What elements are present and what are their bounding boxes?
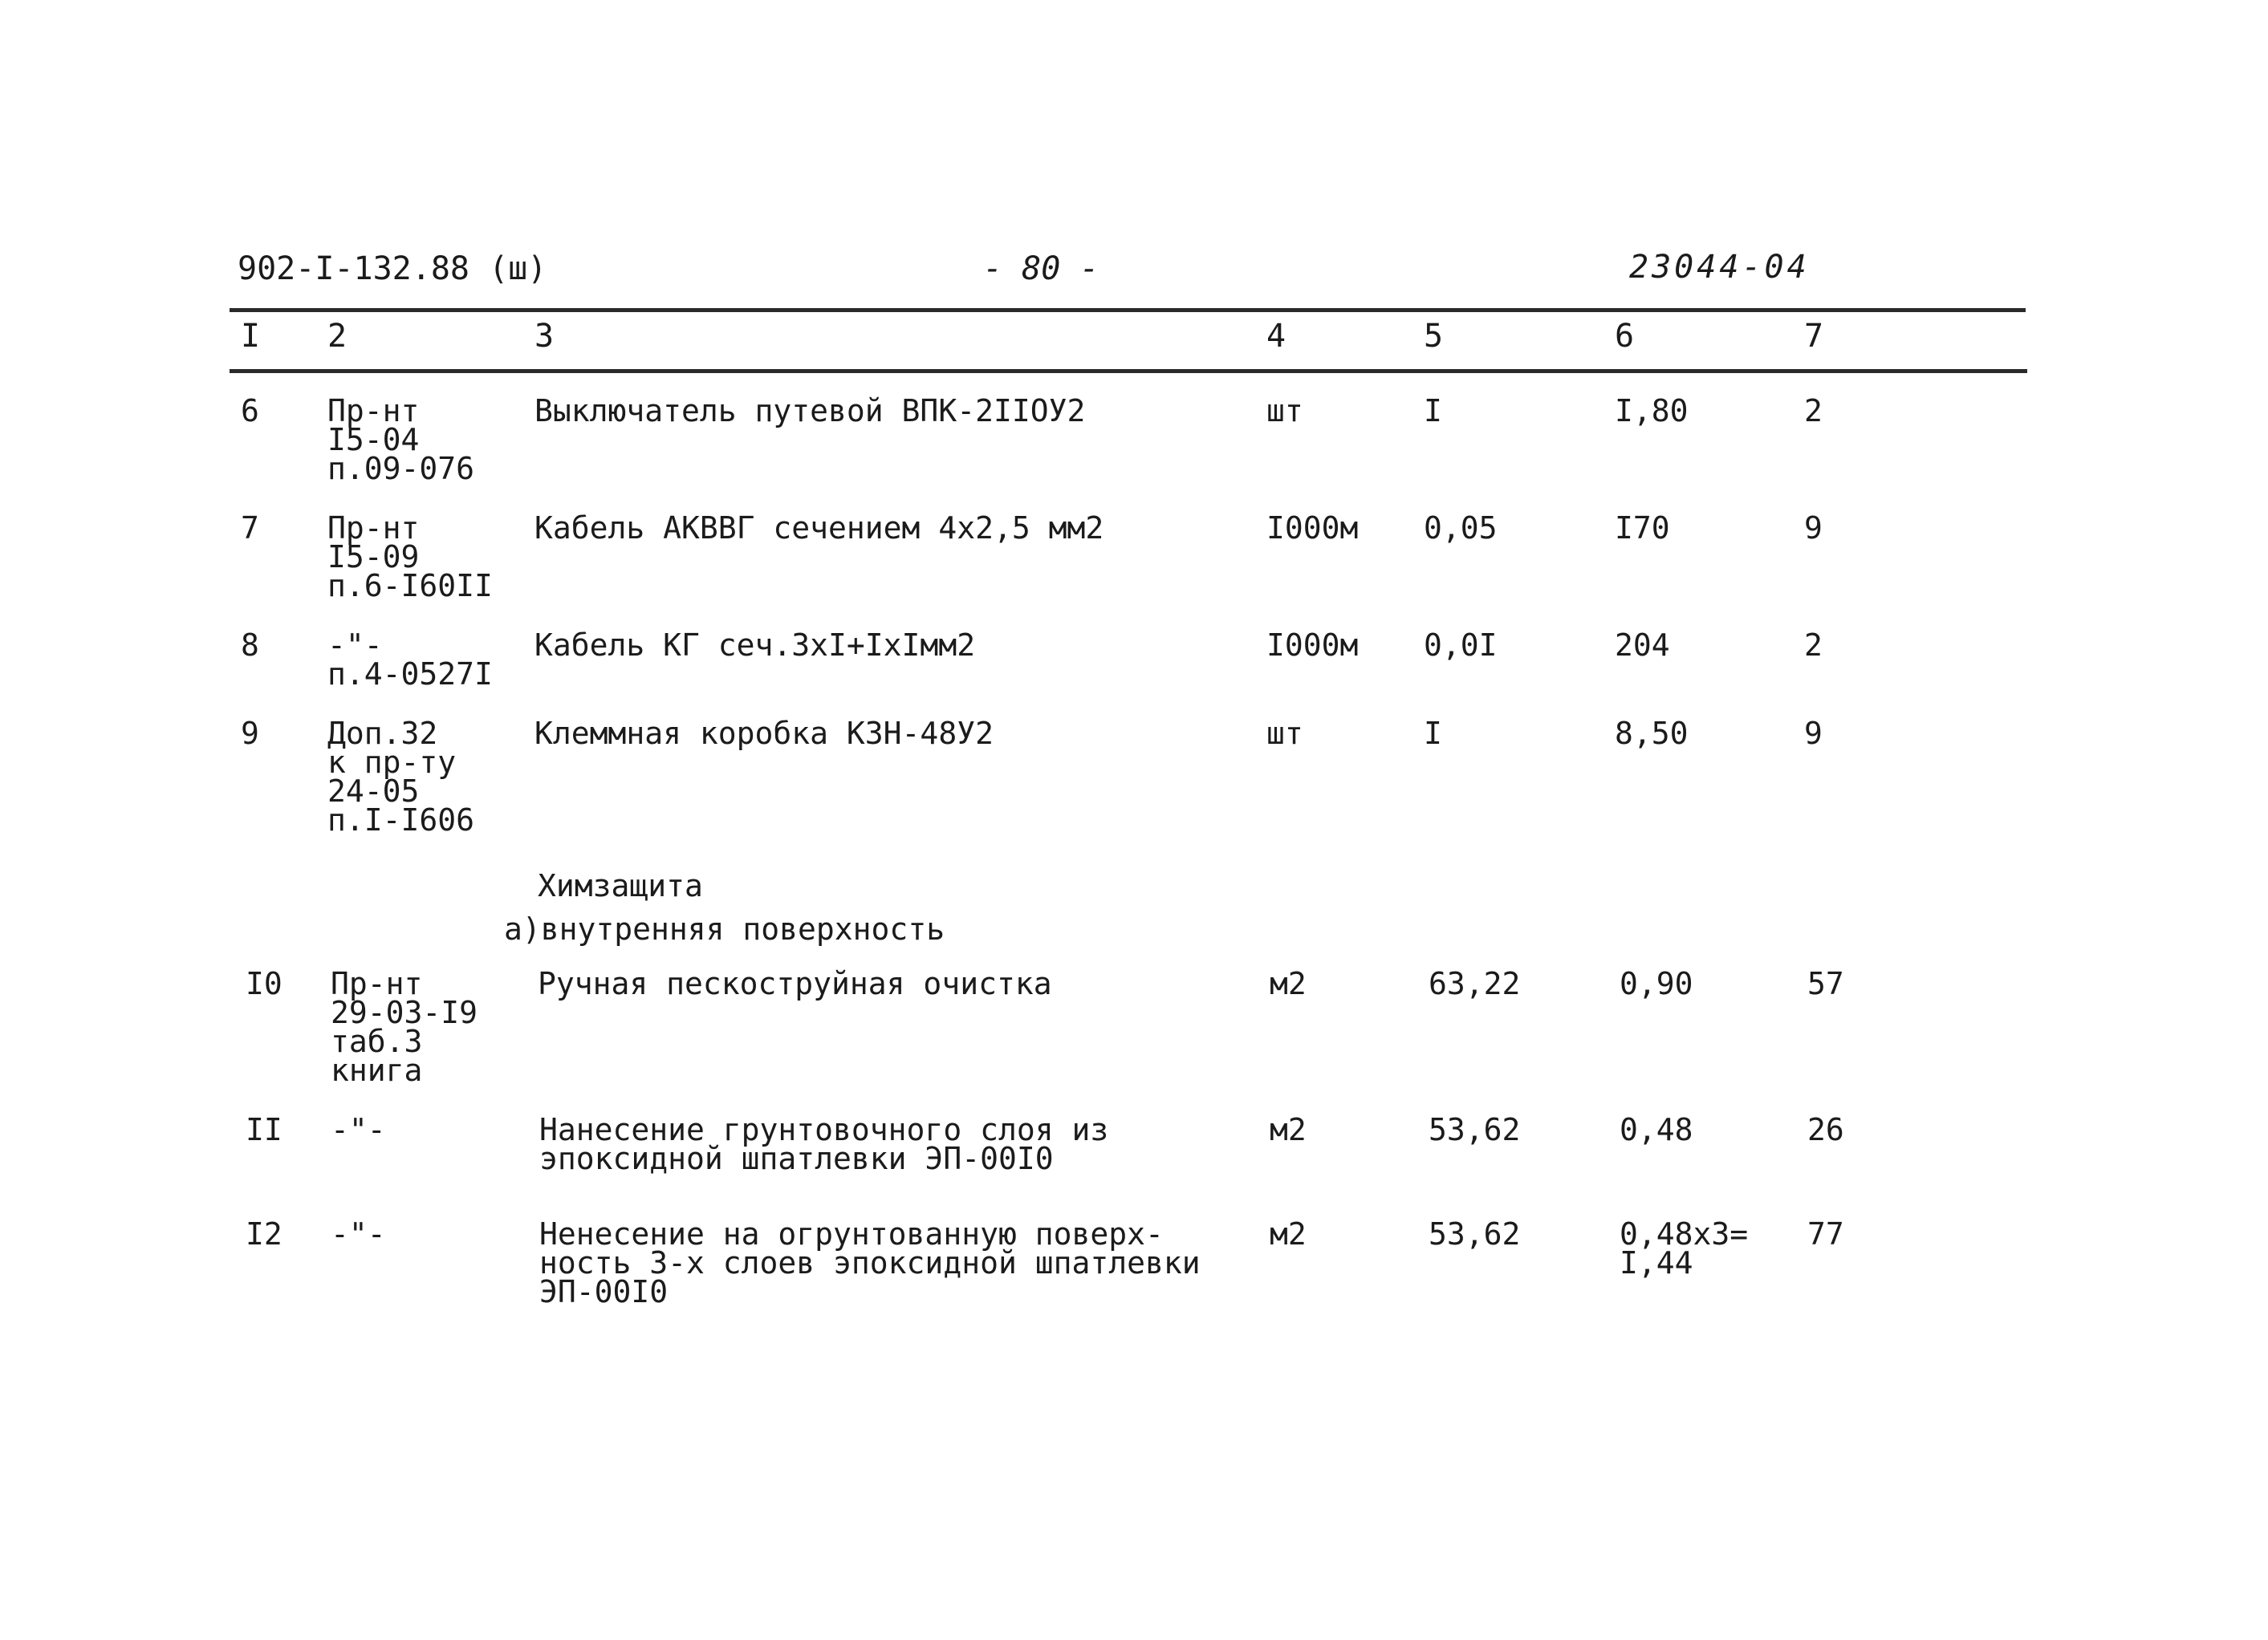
row-name: Клеммная коробка КЗН-48У2	[534, 716, 994, 751]
row-name: Кабель АКВВГ сечением 4х2,5 мм2	[534, 510, 1104, 546]
column-header-5: 5	[1424, 318, 1444, 355]
row-number: 8	[241, 627, 259, 663]
row-reference: Доп.32 к пр-ту 24-05 п.I-I606	[327, 716, 475, 838]
document-code: 902-I-132.88 (ш)	[238, 250, 547, 287]
row-price: 0,90	[1620, 966, 1693, 1001]
column-header-2: 2	[327, 318, 348, 355]
row-unit: м2	[1270, 966, 1307, 1001]
row-total: 2	[1804, 627, 1823, 663]
section-subtitle: а)внутренняя поверхность	[504, 911, 945, 947]
row-unit: I000м	[1266, 627, 1359, 663]
row-quantity: 0,0I	[1424, 627, 1498, 663]
page-number: - 80 -	[983, 250, 1099, 287]
row-number: II	[246, 1112, 282, 1147]
row-number: 6	[241, 393, 259, 428]
row-quantity: 53,62	[1429, 1112, 1521, 1147]
row-price: 8,50	[1615, 716, 1689, 751]
row-price: 204	[1615, 627, 1670, 663]
row-quantity: 63,22	[1429, 966, 1521, 1001]
row-price: 0,48х3= I,44	[1620, 1216, 1749, 1281]
row-total: 26	[1807, 1112, 1844, 1147]
row-unit: м2	[1270, 1112, 1307, 1147]
header-rule	[230, 369, 2027, 373]
row-total: 2	[1804, 393, 1823, 428]
row-total: 9	[1804, 510, 1823, 546]
section-title: Химзащита	[538, 868, 703, 903]
row-total: 9	[1804, 716, 1823, 751]
row-reference: -"- п.4-0527I	[327, 627, 493, 692]
row-unit: шт	[1266, 393, 1303, 428]
row-reference: Пр-нт I5-04 п.09-076	[327, 393, 475, 486]
row-number: 9	[241, 716, 259, 751]
row-quantity: I	[1424, 393, 1442, 428]
row-unit: шт	[1266, 716, 1303, 751]
document-number: 23044-04	[1629, 249, 1810, 286]
row-number: I0	[246, 966, 282, 1001]
row-reference: -"-	[331, 1216, 386, 1252]
row-name: Выключатель путевой ВПК-2IIОУ2	[534, 393, 1086, 428]
row-total: 77	[1807, 1216, 1844, 1252]
row-number: I2	[246, 1216, 282, 1252]
row-price: I,80	[1615, 393, 1689, 428]
row-reference: -"-	[331, 1112, 386, 1147]
row-price: 0,48	[1620, 1112, 1693, 1147]
row-price: I70	[1615, 510, 1670, 546]
top-rule	[230, 308, 2026, 312]
row-name: Кабель КГ сеч.3хI+IхIмм2	[534, 627, 976, 663]
row-unit: м2	[1270, 1216, 1307, 1252]
row-name: Нанесение грунтовочного слоя из эпоксидной шпатлевки ЭП-00I0	[539, 1112, 1109, 1176]
column-header-6: 6	[1615, 318, 1635, 355]
column-header-1: I	[241, 318, 261, 355]
row-name: Ручная пескоструйная очистка	[538, 966, 1052, 1001]
column-header-4: 4	[1266, 318, 1286, 355]
row-reference: Пр-нт 29-03-I9 таб.3 книга	[331, 966, 478, 1088]
row-quantity: I	[1424, 716, 1442, 751]
row-total: 57	[1807, 966, 1844, 1001]
row-quantity: 53,62	[1429, 1216, 1521, 1252]
row-unit: I000м	[1266, 510, 1359, 546]
row-quantity: 0,05	[1424, 510, 1498, 546]
column-header-3: 3	[534, 318, 555, 355]
row-number: 7	[241, 510, 259, 546]
row-reference: Пр-нт I5-09 п.6-I60II	[327, 510, 493, 603]
row-name: Ненесение на огрунтованную поверх- ность 3-х слоев эпоксидной шпатлевки ЭП-00I0	[539, 1216, 1201, 1309]
column-header-7: 7	[1804, 318, 1824, 355]
